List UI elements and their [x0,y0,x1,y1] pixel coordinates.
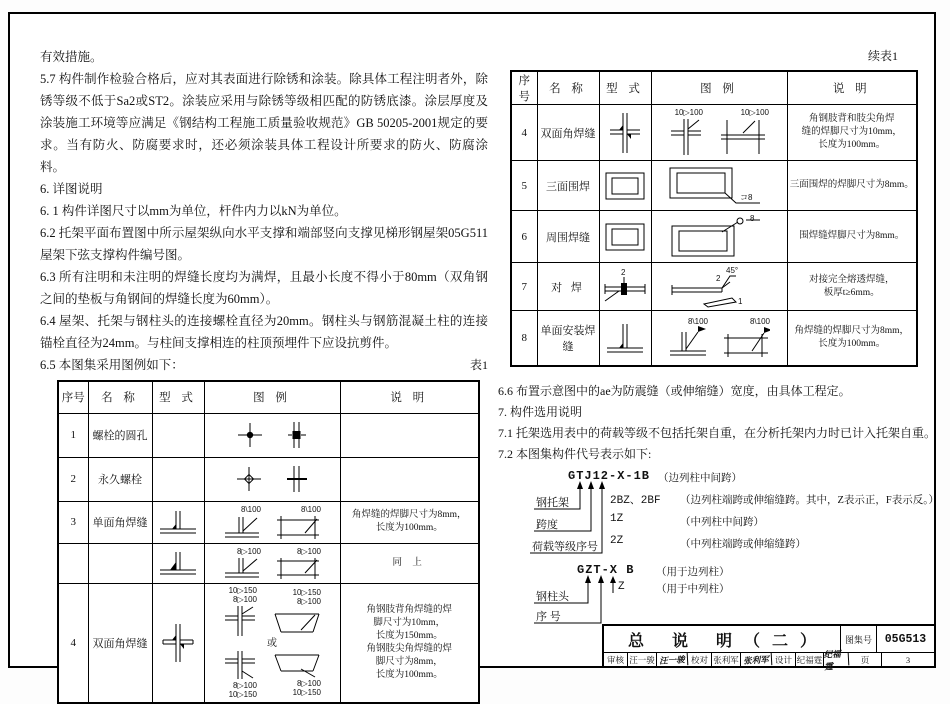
paragraph-6-5: 6.5 本图集采用图例如下： [40,358,184,372]
cruciform-weld-sketch-icon [669,117,703,157]
code-note: （边列柱中间跨） [658,472,742,484]
cell-note [340,413,479,457]
cell-legend [204,413,340,457]
code-note: （中列柱中间跨） [680,516,764,528]
t-joint-site-weld-sketch-icon [158,549,198,577]
cell-type [599,161,651,211]
code-label-serial: 序 号 [536,610,561,623]
table2-row-4 [511,105,917,161]
weld-callout: 10▷100 [740,108,769,117]
code-variant: 2BZ、2BF [610,494,661,507]
table2-row-8 [511,311,917,366]
page-label: 页 [849,653,882,666]
weld-callout: 10▷150 [228,586,257,596]
column-section-weld-sketch-icon [717,117,769,157]
paragraph-6-6: 6.6 布置示意图中的ae为防震缝（或伸缩缝）宽度，由具体工程定。 [498,383,851,398]
continued-table-caption: 续表1 [867,49,898,63]
butt-weld-detail-sketch-icon [664,266,774,308]
header-note: 说 明 [787,71,917,105]
header-type: 型 式 [599,71,651,105]
cell-type [152,413,204,457]
weld-callout: 8\100 [240,504,261,514]
cell-type [152,457,204,501]
table2-row-7 [511,263,917,311]
cell-legend [204,501,340,543]
cell-type [152,543,204,583]
header-legend: 图 例 [204,381,340,413]
table1-row-3b [58,543,479,583]
table2-row-6 [511,211,917,263]
cell-type [152,501,204,543]
gusset-weld-sketch-icon [271,651,321,679]
weld-callout: 8\100 [300,504,321,514]
dim-label: 1 [738,296,743,306]
cell-name: 单面角焊缝 [88,501,152,543]
weld-callout: 10▷150 [292,688,321,698]
cell-name: 对 焊 [537,263,599,311]
angle-label: 45° [726,265,739,275]
table2-header-row [511,71,917,105]
cell-note: 角钢肢背角焊缝的焊 脚尺寸为10mm， 长度为150mm。 角钢肢尖角焊缝的焊 脚尺寸为8mm， 长度为100mm。 [340,583,479,703]
permanent-bolt-symbol-icon [237,466,261,492]
check-label: 审核 [604,653,628,666]
weld-callout: 10▷150 [228,690,257,700]
design-name: 纪福霆 [796,654,823,665]
cell-type [599,263,651,311]
heading-6: 6. 详图说明 [40,182,103,196]
code-variant: 1Z [610,512,624,525]
cell-note [340,457,479,501]
cell-type [152,583,204,703]
cell-name: 永久螺栓 [88,457,152,501]
code-note: （边列柱端跨或伸缩缝跨。其中，Z表示正，F表示反。） [680,494,940,506]
code-label-span: 跨度 [536,518,558,531]
weld-callout: 10▷100 [674,108,703,117]
design-label: 设计 [772,653,796,666]
cell-legend [651,311,787,366]
dim-label: 2 [716,273,721,283]
weld-callout: 8▷100 [233,681,257,691]
check-name: 汪一骏 [628,653,657,666]
beam-field-weld-sketch-icon [722,326,770,358]
cell-type [599,105,651,161]
sheet-title: 总 说 明（二） [627,632,828,650]
cell-no: 6 [511,211,537,263]
weld-callout: 8▷100 [297,597,321,607]
cruciform-weld-sketch-icon [223,649,257,681]
legend-table-continued [510,70,918,367]
plate-outline-sketch-icon [604,171,646,201]
table1-row-3 [58,501,479,543]
proof-name: 张利军 [712,653,741,666]
cell-note: 角钢肢背和肢尖角焊 缝的焊脚尺寸为10mm， 长度为100mm。 [787,105,917,161]
title-block [602,624,934,672]
or-text: 或 [267,638,277,650]
cell-name: 单面安装焊缝 [537,311,599,366]
weld-callout: コ8 [740,192,753,202]
paragraph-6-4: 6.4 屋架、托架与钢柱头的连接螺栓直径为20mm。钢柱头与钢筋混凝土柱的连接锚栓直径为24mm。与柱间支撑相连的柱顶预埋件下应设抗剪件。 [40,314,488,350]
cell-no: 4 [511,105,537,161]
component-code-diagram-column-cap [528,563,848,627]
cell-no: 4 [58,583,88,703]
cell-name: 三面围焊 [537,161,599,211]
table1-row-4 [58,583,479,703]
cell-note: 对接完全熔透焊缝， 板厚t≥6mm。 [787,263,917,311]
code-note: （中列柱端跨或伸缩缝跨） [680,538,806,550]
cell-no: 5 [511,161,537,211]
t-joint-sketch-icon [605,318,645,358]
cell-legend [204,583,340,703]
weld-callout: 8▷100 [297,546,321,556]
paragraph-7-1: 7.1 托架选用表中的荷载等级不包括托架自重，在分析托架内力时已计入托架自重。 [498,425,937,440]
cell-note: 角焊缝的焊脚尺寸为8mm， 长度为100mm。 [787,311,917,366]
code-note: （用于中列柱） [656,583,730,595]
header-name: 名 称 [537,71,599,105]
code-label-column-cap: 钢柱头 [536,590,569,603]
component-code-diagram-truss [528,469,938,561]
beam-weld-sketch-icon [275,556,321,580]
bolt-hole-section-symbol-icon [288,421,306,449]
heading-7: 7. 构件选用说明 [498,404,583,419]
header-no: 序号 [58,381,88,413]
cell-name: 双面角焊缝 [88,583,152,703]
table1-row-2 [58,457,479,501]
cell-name: 周围焊缝 [537,211,599,263]
all-around-weld-sketch-icon [664,213,774,258]
t-joint-weld-sketch-icon [223,556,261,580]
cell-name [88,543,152,583]
cell-legend [204,457,340,501]
atlas-number-label: 图集号 [840,626,876,652]
weld-callout: 8▷100 [237,546,261,556]
proof-label: 校对 [688,653,712,666]
cell-type [599,211,651,263]
weld-callout: 8\100 [749,317,770,327]
cell-note: 围焊缝焊脚尺寸为8mm。 [787,211,917,263]
t-joint-weld-sketch-icon [223,514,261,540]
bolt-hole-symbol-icon [238,422,262,448]
cell-no [58,543,88,583]
paragraph-6-2: 6.2 托架平面布置图中所示屋架纵向水平支撑和端部竖向支撑见梯形钢屋架05G511屋架下弦支撑构件编号图。 [40,226,488,262]
right-column [498,14,940,627]
paragraph-effective-measures: 有效措施。 [40,50,103,64]
header-name: 名 称 [88,381,152,413]
code-note: （用于边列柱） [656,566,730,578]
header-note: 说 明 [340,381,479,413]
weld-callout: 8 [750,213,755,223]
butt-weld-sketch-icon [603,277,647,311]
plate-outline-sketch-icon [604,222,646,252]
cell-note: 角焊缝的焊脚尺寸为8mm， 长度为100mm。 [340,501,479,543]
paragraph-6-1: 6. 1 构件详图尺寸以mm为单位，杆件内力以kN为单位。 [40,204,347,218]
header-type: 型 式 [152,381,204,413]
table2-row-5 [511,161,917,211]
atlas-number-value: 05G513 [876,626,934,652]
cell-type [599,311,651,366]
cell-legend [204,543,340,583]
cell-name: 双面角焊缝 [537,105,599,161]
design-signature: 纪福霆 [824,652,850,666]
code-gtj: GTJ12-X-1B [568,468,651,483]
legend-table-1 [57,380,480,704]
check-signature: 汪一骏 [657,652,689,667]
weld-callout: 8▷100 [297,679,321,689]
code-label-load-grade: 荷载等级序号 [532,540,598,553]
cell-legend [651,211,787,263]
cell-no: 2 [58,457,88,501]
t-joint-field-weld-sketch-icon [668,326,708,358]
left-column [40,46,488,704]
cell-legend [651,105,787,161]
cell-legend [651,161,787,211]
three-side-weld-sketch-icon [664,166,774,206]
header-no: 序号 [511,71,537,105]
cell-no: 8 [511,311,537,366]
weld-callout: 10▷150 [292,588,321,598]
cell-name: 螺栓的圆孔 [88,413,152,457]
cell-no: 1 [58,413,88,457]
page-number: 3 [905,654,911,665]
paragraph-5-7: 5.7 构件制作检验合格后，应对其表面进行除锈和涂装。除具体工程注明者外，除锈等级不低于Sa2或ST2。涂装应采用与除锈等级相匹配的防锈底漆。涂层厚度及涂装施工环境等应满足《钢结构工程施工质量验收规范》GB 50205-2001规定的要求。当有防火、防腐要求时，还必须涂装具体工程设计所要求的防火、防腐涂料。 [40,72,488,174]
paragraph-7-2: 7.2 本图集构件代号表示如下: [498,446,652,461]
table1-row-1 [58,413,479,457]
cruciform-weld-sketch-icon [223,604,257,638]
proof-signature: 张利军 [741,652,773,667]
code-gzt: GZT-X B [577,562,635,577]
weld-callout: 8\100 [687,317,708,327]
sheet-border-frame [8,12,940,700]
table1-caption: 表1 [469,358,488,372]
beam-weld-sketch-icon [275,514,321,540]
cell-note: 三面围焊的焊脚尺寸为8mm。 [787,161,917,211]
gusset-weld-sketch-icon [271,606,321,636]
code-variant: Z [618,580,625,593]
cell-no: 7 [511,263,537,311]
paragraph-6-3: 6.3 所有注明和未注明的焊缝长度均为满焊，且最小长度不得小于80mm（双角钢之间的垫板与角钢间的焊缝长度为60mm）。 [40,270,488,306]
cell-note: 同 上 [340,543,479,583]
code-variant: 2Z [610,534,624,547]
cell-legend [651,263,787,311]
weld-callout: 8▷100 [233,595,257,605]
permanent-bolt-section-symbol-icon [287,465,307,493]
cruciform-sketch-icon [608,110,642,156]
t-joint-sketch-icon [158,508,198,536]
header-legend: 图 例 [651,71,787,105]
code-label-truss: 钢托架 [536,496,569,509]
cell-no: 3 [58,501,88,543]
dim-label: 2 [621,267,626,277]
cruciform-sketch-icon [161,621,195,665]
table1-header-row [58,381,479,413]
